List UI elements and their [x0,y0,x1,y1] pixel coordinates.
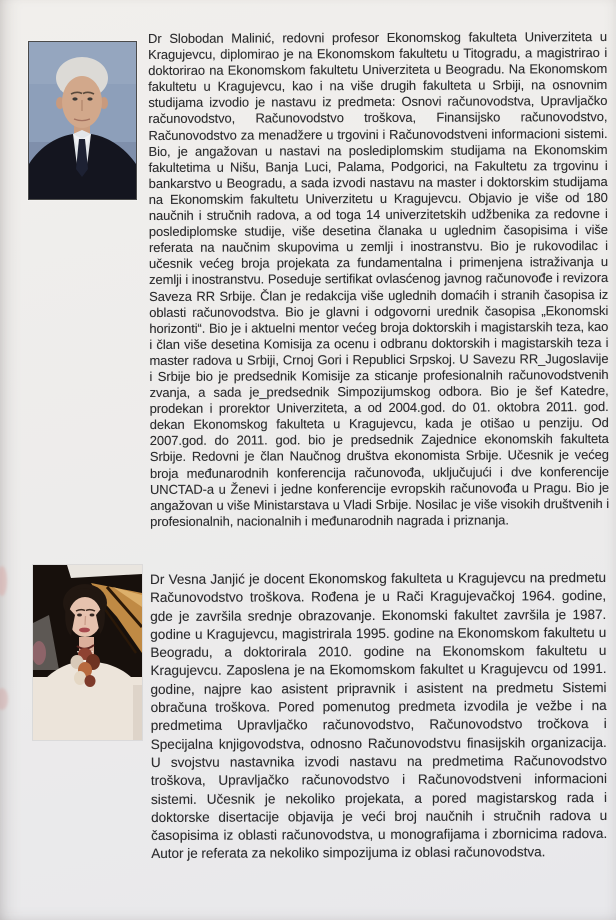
portrait-photo-slobodan-malinic [28,41,137,200]
scan-artifact [0,688,8,710]
woman-portrait-illustration [33,565,142,740]
bio-text-vesna-janjic: Dr Vesna Janjić je docent Ekonomskog fakulteta u Kragujevcu na predmetu Računovodstvo troškova. Rođena je u Rači Kragujevačkoj 1964. godine, gde je završila srednje obrazovanje. Ekonomski fakultet završila je 1987. godine u Kragujevcu, magistrirala 1995. godine na Ekonomskom fakultetu u Beogradu, a doktorirala 2010. godine na Ekonomskom fakultetu u Kragujevcu. Zaposlena je na Ekomomskom fakultet u Kragujevcu od 1991. godine, najpre kao asistent pripravnik i asistent na predmetu Sistemi obračuna troškova. Pored pomenutog predmeta izvodila je vežbe i na predmetima Upravljačko računovodstvo, Računovodstvo tročkova i Specijalna knjigovodstva, odnosno Računovodstvu finasijskih organizacija. U svojstvu nastavnika izvodi nastavu na predmetima Računovodstvo troškova, Upravljačko računovodstvo i Računovodstveni informacioni sistemi. Učesnik je nekoliko projekata, a pored magistarskog rada i doktorske disertacije objavija je veći broj naučnih i stručnih radova u časopisima iz oblasti računovodstva, u monografijama i zbornicima radova. Autor je referata za nekoliko simpozijuma iz oblasi računovodstva. [150,570,608,862]
bio-text-slobodan-malinic: Dr Slobodan Malinić, redovni profesor Ekonomskog fakulteta Univerziteta u Kragujevcu, diplomirao je na Ekonomskom fakultetu u Titogradu, a magistrirao i doktorirao na Ekonomskom fakultetu Univerziteta u Beogradu. Na Ekonomskom fakultetu u Kragujevcu, kao i na više drugih fakulteta u Srbiji, na osnovnim studijama izvodio je nastavu iz predmeta: Osnovi računovodstva, Upravljačko računovodstvo, Računovodstvo troškova, Finansijsko računovodstvo, Računovodstvo za menadžere u trgovini i Računovodstveni informacioni sistemi. Bio, je angažovan u nastavi na poslediplomskim studijama na Ekonomskim fakultetima u Nišu, Banja Luci, Palama, Podgorici, na Fakultetu za trgovinu i bankarstvo u Beogradu, a sada izvodi nastavu na master i doktorskim studijama na Ekonomskim fakultetu Univerzitetu u Kragujevcu. Objavio je više od 180 naučnih i stručnih radova, a od toga 14 univerzitetskih udžbenika za redovne i poslediplomske studije, više desetina članaka u uglednim časopisima i više referata na naučnim skupovima u zemlji i inostranstvu. Bio je rukovodilac i učesnik većeg broja projekata za fundamentalna i primenjena istraživanja u zemlji i inostranstvu. Poseduje sertifikat ovlasćenog javnog računovođe i revizora Saveza RR Srbije. Član je redakcija više uglednih domaćih i stranih časopisa iz oblasti računovodstva. Bio je glavni i odgovorni urednik časopisa „Ekonomski horizonti“. Bio je i aktuelni mentor većeg broja doktorskih i magistarskih teza, kao i član više desetina Komisija za ocenu i odbranu doktorskih i magistarskih teza i master radova u Srbiji, Crnoj Gori i Republici Srpskoj. U Savezu RR_Jugoslavije i Srbije bio je predsednik Komisije za sticanje profesionalnih računovodstvenih zvanja, a sada je_predsednik Simpozijumskog odbora. Bio je šef Katedre, prodekan i prorektor Univerziteta, a od 2004.god. do 01. oktobra 2011. god. dekan Ekonomskog fakulteta u Kragujevcu, kada je otišao u penziju. Od 2007.god. do 2011. god. bio je predsednik Zajednice ekonomskih fakulteta Srbije. Redovni je član Naučnog društva ekonomista Srbije. Učesnik je većeg broja međunarodnih konferencija računovođa, uključujući i dve konferencije UNCTAD-a u Ženevi i jedne konferencije evropskih računovođa u Pragu. Bio je angažovan u više Ministarstava u Vladi Srbije. Nosilac je više visokih društvenih i profesionalnih, nacionalnih i međunarodnih nagrada i priznanja. [148,28,610,529]
man-portrait-illustration [29,42,136,199]
portrait-photo-vesna-janjic [33,565,142,740]
scan-artifact [0,566,7,596]
